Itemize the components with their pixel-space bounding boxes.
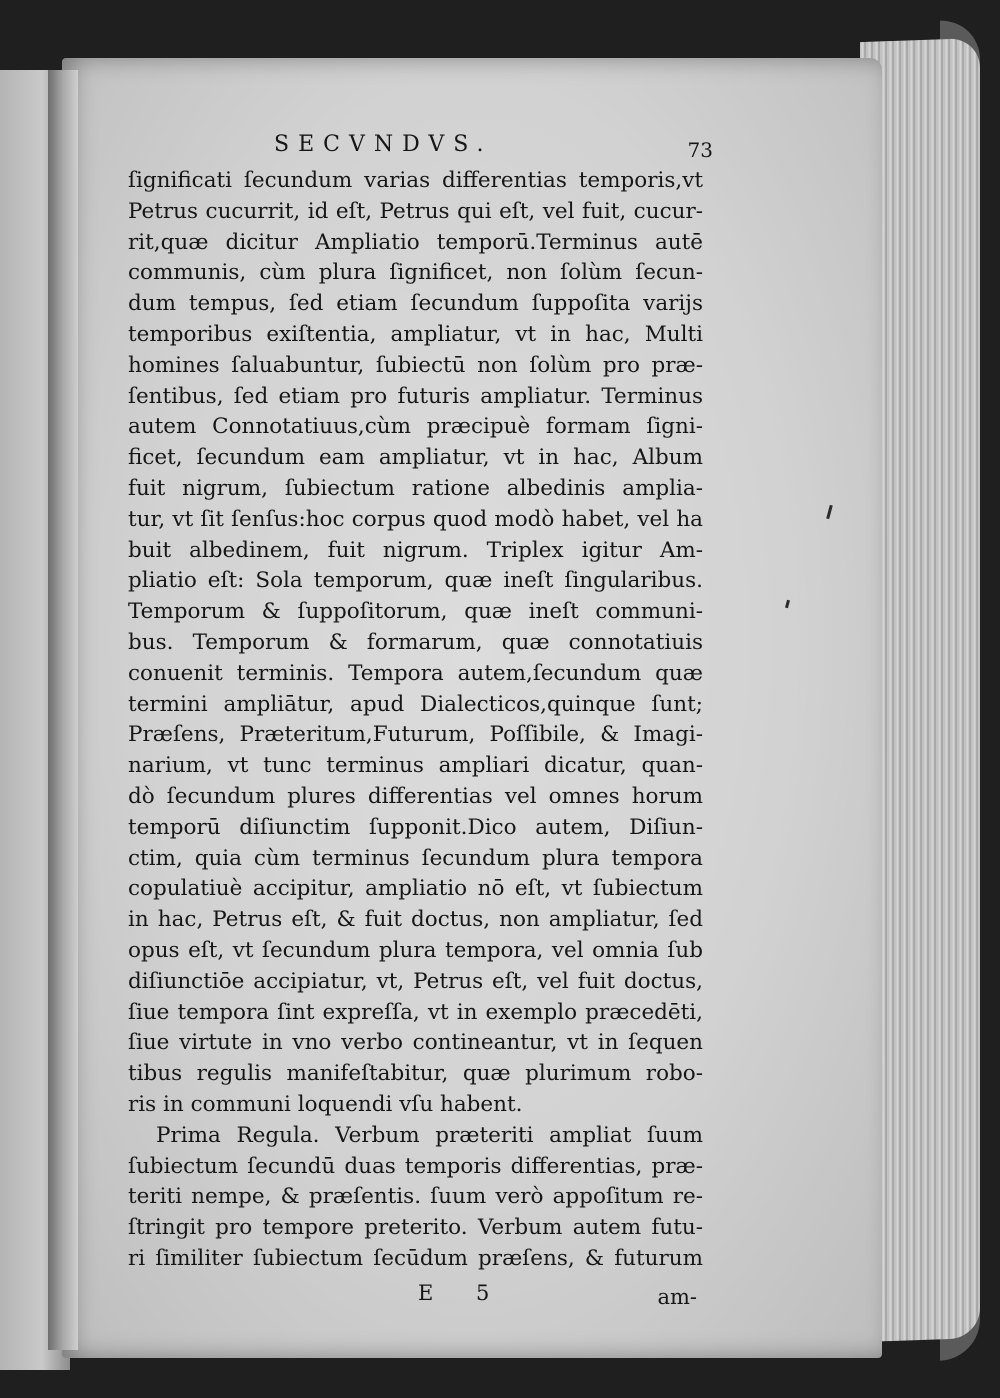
text-line: teriti nempe, & præſentis. ſuum verò appoſitum re- (128, 1184, 703, 1210)
page-number: 73 (687, 138, 713, 162)
text-line: ſignificati ſecundum varias differentias temporis,vt (128, 168, 703, 193)
signature-mark: E 5 (418, 1280, 508, 1305)
catchword: am- (657, 1284, 697, 1309)
body-text (128, 166, 713, 1275)
text-line: temporū diſiunctim ſupponit.Dico autem, Diſiun- (128, 814, 703, 840)
text-line: pliatio eſt: Sola temporum, quæ ineſt ſingularibus. (128, 568, 703, 594)
text-line: ctim, quia cùm terminus ſecundum plura tempora (128, 845, 703, 871)
text-line: ſentibus, ſed etiam pro futuris ampliatur. Terminus (128, 383, 703, 409)
text-line: conuenit terminis. Tempora autem,ſecundum quæ (128, 660, 703, 686)
text-line: ſiue tempora ſint expreſſa, vt in exemplo præcedēti, (128, 999, 703, 1025)
text-line: dum tempus, ſed etiam ſecundum ſuppoſita varijs (128, 291, 703, 317)
text-line: bus. Temporum & formarum, quæ connotatiuis (128, 629, 703, 655)
text-line: ris in communi loquendi vſu habent. (128, 1091, 523, 1117)
text-line: communis, cùm plura ſignificet, non ſolùm ſecun- (128, 260, 703, 286)
text-line: tur, vt ſit ſenſus:hoc corpus quod modò habet, vel ha (128, 506, 703, 532)
book-gutter (48, 70, 78, 1350)
text-line: temporibus exiſtentia, ampliatur, vt in hac, Multi (128, 321, 703, 347)
text-line: ſiue virtute in vno verbo contineantur, vt in ſequen (128, 1030, 703, 1056)
text-line: Præſens, Præteritum,Futurum, Poſſibile, & Imagi- (128, 722, 703, 748)
running-title: SECVNDVS. (274, 132, 493, 157)
text-line: Prima Regula. Verbum præteriti ampliat ſuum (156, 1122, 703, 1148)
page-footer (128, 1281, 713, 1311)
text-line: ficet, ſecundum eam ampliatur, vt in hac, Album (128, 445, 703, 471)
text-line: fuit nigrum, ſubiectum ratione albedinis amplia- (128, 475, 703, 501)
text-line: Petrus cucurrit, id eſt, Petrus qui eſt, vel fuit, cucur- (128, 198, 703, 224)
text-line: in hac, Petrus eſt, & fuit doctus, non ampliatur, ſed (128, 907, 703, 933)
text-line: rit,quæ dicitur Ampliatio temporū.Terminus autē (128, 229, 703, 255)
text-line: buit albedinem, fuit nigrum. Triplex igitur Am- (128, 537, 703, 563)
text-line: opus eſt, vt ſecundum plura tempora, vel omnia ſub (128, 937, 703, 963)
text-line: dò ſecundum plures differentias vel omnes horum (128, 783, 703, 809)
page-text-block (128, 132, 713, 1311)
text-line: termini ampliātur, apud Dialecticos,quinque ſunt; (128, 691, 703, 717)
text-line: tibus regulis manifeſtabitur, quæ plurimum robo- (128, 1061, 703, 1087)
text-line: ſubiectum ſecundū duas temporis differentias, præ- (128, 1153, 703, 1179)
text-line: copulatiuè accipitur, ampliatio nō eſt, vt ſubiectum (128, 876, 703, 902)
text-line: ri ſimiliter ſubiectum ſecūdum præſens, & futurum (128, 1245, 703, 1271)
running-head (128, 132, 713, 166)
text-line: Temporum & ſuppoſitorum, quæ ineſt communi- (128, 599, 703, 625)
text-line: homines ſaluabuntur, ſubiectū non ſolùm pro præ- (128, 352, 703, 378)
text-line: diſiunctiōe accipiatur, vt, Petrus eſt, vel fuit doctus, (128, 968, 703, 994)
text-line: autem Connotatiuus,cùm præcipuè formam ſigni- (128, 414, 703, 440)
text-line: ſtringit pro tempore preterito. Verbum autem futu- (128, 1215, 703, 1241)
text-line: narium, vt tunc terminus ampliari dicatur, quan- (128, 753, 703, 779)
